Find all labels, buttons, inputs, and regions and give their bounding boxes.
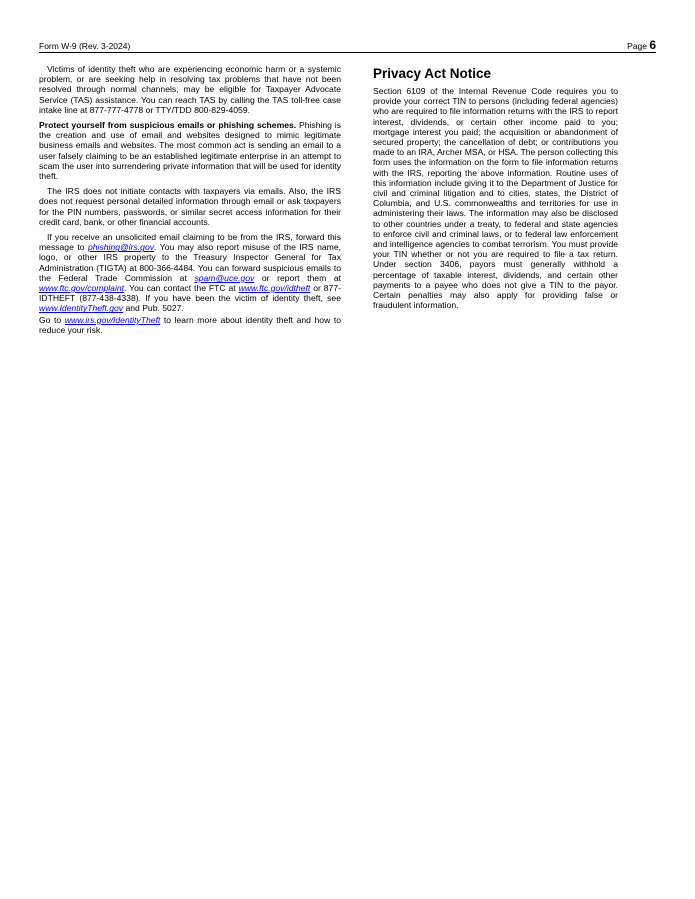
spam-email-link[interactable]: spam@uce.gov xyxy=(194,272,255,283)
phishing-email-link[interactable]: phishing@irs.gov xyxy=(87,242,155,253)
tas-paragraph: Victims of identity theft who are experiencing economic harm or a systemic problem, or are seeking help in resolving tax problems that have not been resolved through normal channels, may be eligible for Taxpayer Advocate Service (TAS) assistance. You can reach TAS by calling the TAS toll-free case intake line at 877-777-4778 or TTY/TDD 800-829-4059. xyxy=(39,64,341,115)
learn-more-paragraph xyxy=(39,315,341,335)
report-text-e: or 877-IDTHEFT (877-438-4338). If you have been the victim of identity theft, see xyxy=(39,283,341,304)
form-id: Form W-9 (Rev. 3-2024) xyxy=(39,41,131,51)
privacy-act-heading: Privacy Act Notice xyxy=(373,66,492,81)
report-text-c: or report them at xyxy=(254,272,341,283)
privacy-act-body: Section 6109 of the Internal Revenue Code requires you to provide your correct TIN to persons (including federal agencies) who are required to file information returns with the IRS to report interest, dividends, or certain other income paid to you; mortgage interest you paid; the acquisition or abandonment of secured property; the cancellation of debt; or contributions you made to an IRA, Archer MSA, or HSA. The person collecting this form uses the information on the form to file information returns with the IRS, reporting the above information. Routine uses of this information include giving it to the Department of Justice for civil and criminal litigation and to cities, states, the District of Columbia, and U.S. commonwealths and territories for use in administering their laws. The information may also be disclosed to other countries under a treaty, to federal and state agencies to enforce civil and criminal laws, or to federal law enforcement and intelligence agencies to combat terrorism. You must provide your TIN whether or not you are required to file a tax return. Under section 3406, payors must generally withhold a percentage of taxable interest, dividends, and certain other payments to a payee who does not give a TIN to the payor. Certain penalties may also apply for providing false or fraudulent information. xyxy=(373,86,618,311)
phishing-heading: Protect yourself from suspicious emails or phishing schemes. xyxy=(39,120,297,131)
phishing-text: Phishing is the creation and use of email and websites designed to mimic legitimate business emails and websites. The most common act is sending an email to a user falsely claiming to be an established legitimate enterprise in an attempt to scam the user into surrendering private information that will be used for identity theft. xyxy=(39,120,341,182)
phishing-paragraph xyxy=(39,120,341,181)
ftc-idtheft-link[interactable]: www.ftc.gov/idtheft xyxy=(238,283,311,294)
report-text-b: . You may also report misuse of the IRS name, logo, or other IRS property to the Treasury Inspector General for Tax Administration (TIGTA) at 800-366-4484. You can forward suspicious emails to the Federal Trade Commission at xyxy=(39,242,342,283)
report-paragraph xyxy=(39,232,341,314)
irs-identitytheft-link[interactable]: www.irs.gov/IdentityTheft xyxy=(64,314,161,325)
right-column xyxy=(373,64,618,315)
learn-more-text-b: to learn more about identity theft and how to reduce your risk. xyxy=(39,314,342,335)
identitytheft-gov-link[interactable]: www.IdentityTheft.gov xyxy=(39,303,124,314)
page-number-value: 6 xyxy=(649,38,656,52)
report-text-d: . You can contact the FTC at xyxy=(124,283,239,294)
learn-more-text-a: Go to xyxy=(39,314,65,325)
page-number xyxy=(627,38,656,52)
report-text-f: and Pub. 5027. xyxy=(123,303,184,314)
page-label: Page xyxy=(627,41,647,51)
report-text-a: If you receive an unsolicited email claiming to be from the IRS, forward this message to xyxy=(39,232,341,253)
page-header xyxy=(39,38,656,53)
left-column xyxy=(39,64,341,340)
ftc-complaint-link[interactable]: www.ftc.gov/complaint xyxy=(39,283,125,294)
irs-contact-paragraph: The IRS does not initiate contacts with taxpayers via emails. Also, the IRS does not request personal detailed information through email or ask taxpayers for the PIN numbers, passwords, or similar secret access information for their credit card, bank, or other financial accounts. xyxy=(39,186,341,227)
